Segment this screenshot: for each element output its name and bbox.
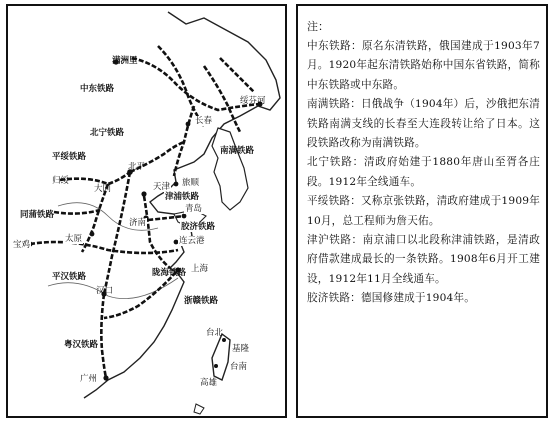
city-dot-lushun bbox=[174, 182, 179, 187]
rail-northeast-3 bbox=[220, 58, 254, 92]
map-label-tianjin: 天津 bbox=[153, 182, 171, 192]
rail-jingzhang-extra bbox=[54, 210, 100, 214]
map-label-taibei: 台北 bbox=[206, 328, 224, 338]
map-label-shanghai: 上海 bbox=[191, 264, 209, 274]
map-label-taiyuan: 太原 bbox=[65, 234, 83, 244]
korean-peninsula bbox=[212, 128, 248, 210]
city-dot-tainan bbox=[214, 364, 218, 368]
city-dot-guangzhou bbox=[103, 375, 108, 380]
map-label-suifenhe: 绥芬河 bbox=[240, 96, 266, 106]
rail-zhegan bbox=[104, 272, 176, 318]
note-jinhu: 津沪铁路：南京浦口以北段称津浦铁路，是清政府借款建成最长的一条铁路。1908年6月开工建设，1912年11月全线通车。 bbox=[307, 234, 540, 285]
map-label-qingdao: 青岛 bbox=[185, 204, 203, 214]
map-label-guangzhou: 广州 bbox=[80, 374, 98, 384]
map-label-zhongdong: 中东铁路 bbox=[80, 84, 115, 94]
railway-lines bbox=[30, 46, 260, 378]
map-label-jinan: 济南 bbox=[129, 218, 147, 228]
rail-jinpu bbox=[144, 196, 170, 268]
rail-yuehan bbox=[101, 294, 106, 378]
rail-pingsui bbox=[60, 172, 130, 184]
map-label-jilong: 基隆 bbox=[232, 344, 250, 354]
note-pingsui: 平绥铁路：又称京张铁路，清政府建成于1909年10月，总工程师为詹天佑。 bbox=[307, 195, 540, 227]
map-label-guisui: 归绥 bbox=[52, 176, 70, 186]
map-label-gaoxiong: 高雄 bbox=[200, 378, 218, 388]
city-dot-tianjin bbox=[141, 191, 146, 196]
map-label-datong: 大同 bbox=[94, 184, 112, 194]
city-dot-taiyuan bbox=[90, 232, 95, 237]
note-beining: 北宁铁路：清政府始建于1880年唐山至胥各庄段。1912年全线通车。 bbox=[307, 156, 540, 188]
railway-map bbox=[6, 4, 287, 418]
map-label-beining: 北宁铁路 bbox=[90, 128, 125, 138]
map-label-zhegan: 浙赣铁路 bbox=[184, 296, 219, 306]
map-label-pinghan: 平汉铁路 bbox=[52, 272, 87, 282]
note-nanman: 南满铁路：日俄战争（1904年）后，沙俄把东清铁路南满支线的长春至大连段转让给了日本。这段铁路改称为南满铁路。 bbox=[307, 98, 540, 150]
map-label-jinpu: 津浦铁路 bbox=[165, 192, 200, 202]
notes-panel bbox=[296, 4, 548, 418]
rail-tongpu bbox=[82, 184, 108, 252]
notes-title: 注： bbox=[307, 20, 329, 33]
city-dot-qingdao bbox=[182, 214, 187, 219]
map-label-pingsui: 平绥铁路 bbox=[52, 152, 87, 162]
city-dot-taibei bbox=[222, 338, 226, 342]
taiwan-island bbox=[212, 334, 230, 380]
map-label-tainan: 台南 bbox=[230, 362, 248, 372]
city-dot-changchun bbox=[186, 122, 191, 127]
map-label-lushun: 旅顺 bbox=[182, 178, 200, 188]
coastline bbox=[84, 12, 280, 398]
map-label-beiping: 北平 bbox=[128, 162, 146, 172]
map-label-yuehan: 粤汉铁路 bbox=[64, 340, 99, 350]
rail-northeast-1 bbox=[158, 46, 204, 126]
map-label-manzhouli: 满洲里 bbox=[112, 56, 138, 66]
map-label-baoji: 宝鸡 bbox=[13, 240, 31, 250]
map-label-lianyungang: 连云港 bbox=[179, 236, 205, 246]
map-label-longhai: 陇海铁路 bbox=[152, 268, 187, 278]
map-label-hankou: 汉口 bbox=[96, 286, 114, 296]
note-jiaoji: 胶济铁路：德国修建成于1904年。 bbox=[307, 292, 476, 305]
map-label-nanman: 南满铁路 bbox=[220, 146, 255, 156]
map-label-jiaoji: 胶济铁路 bbox=[181, 222, 216, 232]
islands bbox=[194, 404, 204, 414]
note-zhongdong: 中东铁路：原名东清铁路，俄国建成于1903年7月。1920年起东清铁路始称中国东省铁路，简称中东铁路或中东路。 bbox=[307, 40, 540, 91]
map-label-tongpu: 同蒲铁路 bbox=[20, 210, 55, 220]
map-label-changchun: 长春 bbox=[195, 116, 213, 126]
